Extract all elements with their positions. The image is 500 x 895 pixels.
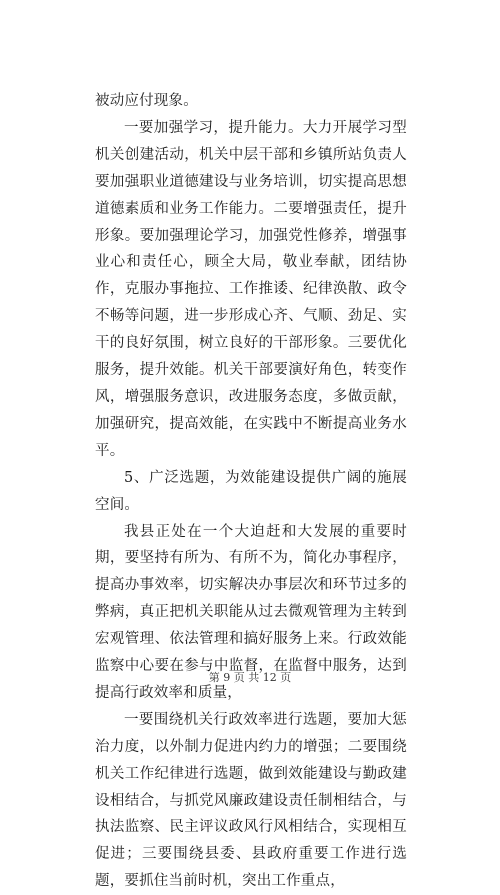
paragraph-5: 一要围绕机关行政效率进行选题，要加大惩治力度，以外制力促进内约力的增强；二要围绕机关工作纪律进行选题，做到效能建设与勤政建设相结合，与抓党风廉政建设责任制相结合，与执法监察、民主评议政风行风相结合，实现相互促进；三要围绕县委、县政府重要工作进行选题，要抓住当前时机，突出工作重点， xyxy=(95,711,407,890)
paragraph-2: 一要加强学习，提升能力。大力开展学习型机关创建活动，机关中层干部和乡镇所站负责人要加强职业道德建设与业务培训，切实提高思想道德素质和业务工作能力。二要增强责任，提升形象。要加强理论学习，加强党性修养，增强事业心和责任心，顾全大局，敬业奉献，团结协作，克服办事拖拉、工作推诿、纪律涣散、政令不畅等问题，进一步形成心齐、气顺、劲足、实干的良好氛围，树立良好的干部形象。三要优化服务，提升效能。机关干部要演好角色，转变作风，增强服务意识，改进服务态度，多做贡献，加强研究，提高效能，在实践中不断提高业务水平。 xyxy=(95,119,407,459)
page-footer: 第 9 页 共 12 页 xyxy=(208,671,292,684)
paragraph-4: 我县正处在一个大迫赶和大发展的重要时期，要坚持有所为、有所不为，简化办事程序，提高办事效率，切实解决办事层次和环节过多的弊病，真正把机关职能从过去微观管理为主转到宏观管理、依法管理和搞好服务上来。行政效能监察中心要在参与中监督，在监督中服务，达到提高行政效率和质量， xyxy=(95,523,407,701)
paragraph-3-heading: 5、广泛选题，为效能建设提供广阔的施展空间。 xyxy=(95,469,407,513)
paragraph-1: 被动应付现象。 xyxy=(95,93,198,109)
document-body xyxy=(95,88,407,895)
